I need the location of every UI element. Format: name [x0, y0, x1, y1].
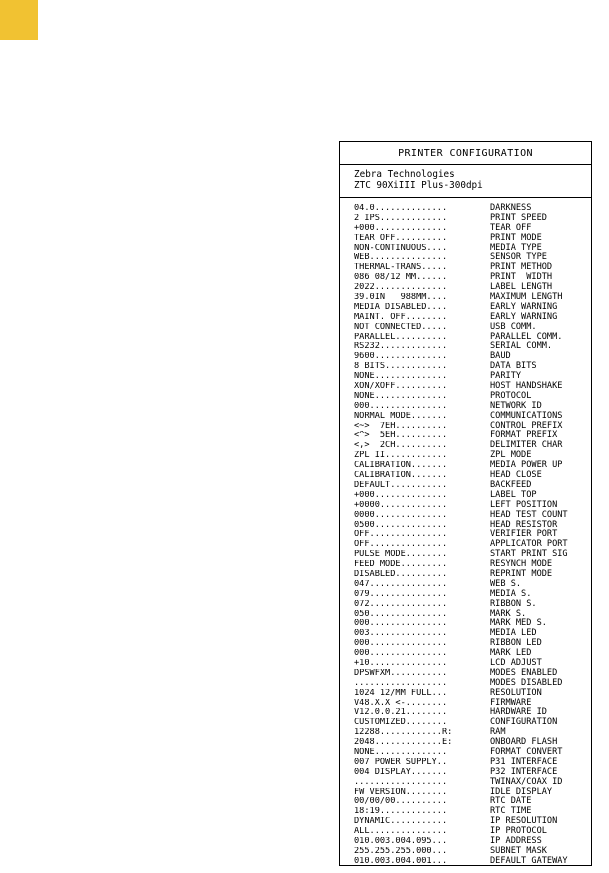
- setting-value: 39.0IN 988MM....: [354, 293, 448, 303]
- setting-value: 000...............: [354, 639, 448, 649]
- setting-row: [354, 253, 591, 263]
- setting-value: PARALLEL..........: [354, 332, 448, 342]
- setting-name: MEDIA POWER UP: [490, 460, 563, 471]
- setting-row: [354, 481, 591, 491]
- setting-value: 003...............: [354, 629, 448, 639]
- setting-name: BAUD: [490, 351, 511, 362]
- setting-name: PRINT METHOD: [490, 262, 553, 273]
- setting-value: 2048.............E:: [354, 738, 453, 748]
- setting-value: 255.255.255.000...: [354, 846, 448, 856]
- setting-row: [354, 550, 591, 560]
- setting-name: MODES DISABLED: [490, 677, 563, 688]
- setting-name: LABEL TOP: [490, 489, 537, 500]
- setting-name: HEAD TEST COUNT: [490, 509, 568, 520]
- setting-name: MEDIA LED: [490, 628, 537, 639]
- settings-list: [340, 198, 591, 867]
- setting-name: P31 INTERFACE: [490, 756, 558, 767]
- setting-name: DEFAULT GATEWAY: [490, 855, 568, 866]
- setting-name: MAXIMUM LENGTH: [490, 292, 563, 303]
- setting-name: VERIFIER PORT: [490, 529, 558, 540]
- setting-name: RESYNCH MODE: [490, 559, 553, 570]
- setting-name: IP RESOLUTION: [490, 816, 558, 827]
- setting-value: DPSWFXM...........: [354, 668, 448, 678]
- setting-value: +000..............: [354, 223, 448, 233]
- setting-value: 0000..............: [354, 510, 448, 520]
- setting-value: MEDIA DISABLED....: [354, 302, 448, 312]
- setting-value: 8 BITS............: [354, 362, 448, 372]
- setting-name: CONFIGURATION: [490, 717, 558, 728]
- setting-name: MARK S.: [490, 608, 527, 619]
- setting-name: SERIAL COMM.: [490, 341, 553, 352]
- setting-value: DISABLED..........: [354, 569, 448, 579]
- setting-row: [354, 689, 591, 699]
- setting-value: 010.003.004.001...: [354, 856, 448, 866]
- printer-configuration-label: [339, 141, 592, 866]
- setting-row: [354, 214, 591, 224]
- setting-name: RTC DATE: [490, 796, 532, 807]
- setting-value: ZPL II............: [354, 451, 448, 461]
- setting-name: HEAD RESISTOR: [490, 519, 558, 530]
- setting-name: USB COMM.: [490, 321, 537, 332]
- setting-name: EARLY WARNING: [490, 301, 558, 312]
- setting-row: [354, 441, 591, 451]
- setting-value: ALL...............: [354, 827, 448, 837]
- setting-row: [354, 788, 591, 798]
- setting-name: TEAR OFF: [490, 222, 532, 233]
- setting-row: [354, 600, 591, 610]
- model-block: [340, 165, 591, 198]
- setting-row: [354, 273, 591, 283]
- setting-name: IP ADDRESS: [490, 836, 542, 846]
- setting-value: +10...............: [354, 658, 448, 668]
- setting-name: CONTROL PREFIX: [490, 420, 563, 431]
- setting-row: [354, 857, 591, 867]
- setting-name: HARDWARE ID: [490, 707, 547, 718]
- setting-value: RS232.............: [354, 342, 448, 352]
- setting-value: 9600..............: [354, 352, 448, 362]
- setting-name: ZPL MODE: [490, 450, 532, 461]
- setting-row: [354, 629, 591, 639]
- setting-row: [354, 679, 591, 689]
- setting-row: [354, 244, 591, 254]
- setting-row: [354, 461, 591, 471]
- setting-value: WEB...............: [354, 253, 448, 263]
- setting-value: 04.0..............: [354, 204, 448, 213]
- setting-value: FEED MODE.........: [354, 560, 448, 570]
- setting-value: DYNAMIC...........: [354, 817, 448, 827]
- setting-row: [354, 362, 591, 372]
- setting-name: P32 INTERFACE: [490, 766, 558, 777]
- setting-value: V12.0.0.21........: [354, 708, 448, 718]
- setting-row: [354, 382, 591, 392]
- setting-value: OFF...............: [354, 540, 448, 550]
- setting-name: MODES ENABLED: [490, 667, 558, 678]
- setting-value: CUSTOMIZED........: [354, 718, 448, 728]
- setting-value: <~> 7EH..........: [354, 421, 448, 431]
- setting-value: 18:19.............: [354, 807, 448, 817]
- yellow-tab-marker: [0, 0, 38, 40]
- setting-name: WEB S.: [490, 578, 522, 589]
- setting-value: 079...............: [354, 589, 448, 599]
- setting-value: NONE..............: [354, 372, 448, 382]
- setting-row: [354, 699, 591, 709]
- setting-row: [354, 313, 591, 323]
- setting-value: 2 IPS.............: [354, 213, 448, 223]
- setting-value: CALIBRATION.......: [354, 471, 448, 481]
- setting-value: NOT CONNECTED.....: [354, 322, 448, 332]
- setting-value: <,> 2CH..........: [354, 441, 448, 451]
- setting-value: 1024 12/MM FULL...: [354, 688, 448, 698]
- setting-row: [354, 392, 591, 402]
- setting-row: [354, 610, 591, 620]
- setting-name: HEAD CLOSE: [490, 470, 542, 481]
- setting-name: DELIMITER CHAR: [490, 440, 563, 451]
- setting-name: IP PROTOCOL: [490, 826, 547, 837]
- setting-value: TEAR OFF..........: [354, 233, 448, 243]
- setting-value: 047...............: [354, 579, 448, 589]
- label-header: PRINTER CONFIGURATION: [340, 142, 591, 165]
- setting-row: [354, 718, 591, 728]
- setting-name: SUBNET MASK: [490, 845, 547, 856]
- setting-row: [354, 619, 591, 629]
- setting-value: NONE..............: [354, 391, 448, 401]
- setting-row: [354, 778, 591, 788]
- setting-value: OFF...............: [354, 530, 448, 540]
- setting-value: NON-CONTINUOUS....: [354, 243, 448, 253]
- setting-row: [354, 263, 591, 273]
- setting-row: [354, 352, 591, 362]
- setting-name: PROTOCOL: [490, 390, 532, 401]
- setting-value: PULSE MODE........: [354, 550, 448, 560]
- setting-name: DARKNESS: [490, 203, 532, 213]
- setting-row: [354, 471, 591, 481]
- setting-value: 0500..............: [354, 520, 448, 530]
- setting-name: FORMAT PREFIX: [490, 430, 558, 441]
- setting-row: [354, 580, 591, 590]
- setting-value: 000...............: [354, 619, 448, 629]
- setting-name: ONBOARD FLASH: [490, 737, 558, 748]
- setting-row: [354, 649, 591, 659]
- setting-name: COMMUNICATIONS: [490, 410, 563, 421]
- setting-row: [354, 639, 591, 649]
- setting-name: APPLICATOR PORT: [490, 539, 568, 550]
- setting-name: LCD ADJUST: [490, 657, 542, 668]
- setting-name: FORMAT CONVERT: [490, 746, 563, 757]
- setting-value: FW VERSION........: [354, 787, 448, 797]
- setting-value: NORMAL MODE.......: [354, 411, 448, 421]
- setting-value: +000..............: [354, 490, 448, 500]
- setting-value: 007 POWER SUPPLY..: [354, 757, 448, 767]
- setting-name: SENSOR TYPE: [490, 252, 547, 263]
- setting-name: LABEL LENGTH: [490, 282, 553, 293]
- setting-name: MEDIA S.: [490, 588, 532, 599]
- setting-name: TWINAX/COAX ID: [490, 776, 563, 787]
- setting-value: THERMAL-TRANS.....: [354, 263, 448, 273]
- setting-value: ..................: [354, 777, 448, 787]
- setting-value: DEFAULT...........: [354, 480, 448, 490]
- setting-value: 000...............: [354, 649, 448, 659]
- manufacturer-line: Zebra Technologies: [354, 169, 455, 180]
- setting-name: BACKFEED: [490, 479, 532, 490]
- setting-name: DATA BITS: [490, 361, 537, 372]
- setting-name: RESOLUTION: [490, 687, 542, 698]
- setting-name: REPRINT MODE: [490, 568, 553, 579]
- setting-value: NONE..............: [354, 747, 448, 757]
- setting-row: [354, 590, 591, 600]
- setting-value: 00/00/00..........: [354, 797, 448, 807]
- setting-value: 000...............: [354, 401, 448, 411]
- setting-name: RAM: [490, 727, 506, 738]
- setting-name: EARLY WARNING: [490, 311, 558, 322]
- setting-row: [354, 817, 591, 827]
- setting-name: NETWORK ID: [490, 400, 542, 411]
- setting-name: START PRINT SIG: [490, 549, 568, 560]
- setting-value: <^> 5EH..........: [354, 431, 448, 441]
- setting-value: XON/XOFF..........: [354, 382, 448, 392]
- setting-row: [354, 827, 591, 837]
- setting-name: MEDIA TYPE: [490, 242, 542, 253]
- setting-value: ..................: [354, 678, 448, 688]
- setting-row: [354, 204, 591, 214]
- setting-value: V48.X.X <-........: [354, 698, 448, 708]
- setting-name: MARK LED: [490, 648, 532, 659]
- setting-value: +0000.............: [354, 500, 448, 510]
- setting-row: [354, 224, 591, 234]
- setting-name: FIRMWARE: [490, 697, 532, 708]
- setting-name: IDLE DISPLAY: [490, 786, 553, 797]
- setting-name: PARALLEL COMM.: [490, 331, 563, 342]
- setting-name: RIBBON LED: [490, 638, 542, 649]
- setting-row: [354, 837, 591, 847]
- setting-row: [354, 570, 591, 580]
- setting-row: [354, 333, 591, 343]
- setting-name: PARITY: [490, 371, 522, 382]
- setting-value: CALIBRATION.......: [354, 461, 448, 471]
- setting-value: MAINT. OFF........: [354, 312, 448, 322]
- setting-value: 2022..............: [354, 283, 448, 293]
- setting-row: [354, 560, 591, 570]
- setting-name: LEFT POSITION: [490, 499, 558, 510]
- setting-value: 072...............: [354, 599, 448, 609]
- setting-value: 010.003.004.095...: [354, 837, 448, 846]
- model-line: ZTC 90XiIII Plus-300dpi: [354, 180, 483, 191]
- setting-name: PRINT MODE: [490, 232, 542, 243]
- setting-value: 004 DISPLAY.......: [354, 767, 448, 777]
- setting-name: RIBBON S.: [490, 598, 537, 609]
- setting-value: 086 08/12 MM......: [354, 273, 448, 283]
- setting-name: PRINT SPEED: [490, 212, 547, 223]
- setting-row: [354, 342, 591, 352]
- setting-name: HOST HANDSHAKE: [490, 381, 563, 392]
- setting-value: 12288............R:: [354, 728, 453, 738]
- setting-value: 050...............: [354, 609, 448, 619]
- setting-name: MARK MED S.: [490, 618, 547, 629]
- setting-name: RTC TIME: [490, 806, 532, 817]
- setting-row: [354, 797, 591, 807]
- setting-row: [354, 234, 591, 244]
- setting-name: PRINT WIDTH: [490, 272, 553, 283]
